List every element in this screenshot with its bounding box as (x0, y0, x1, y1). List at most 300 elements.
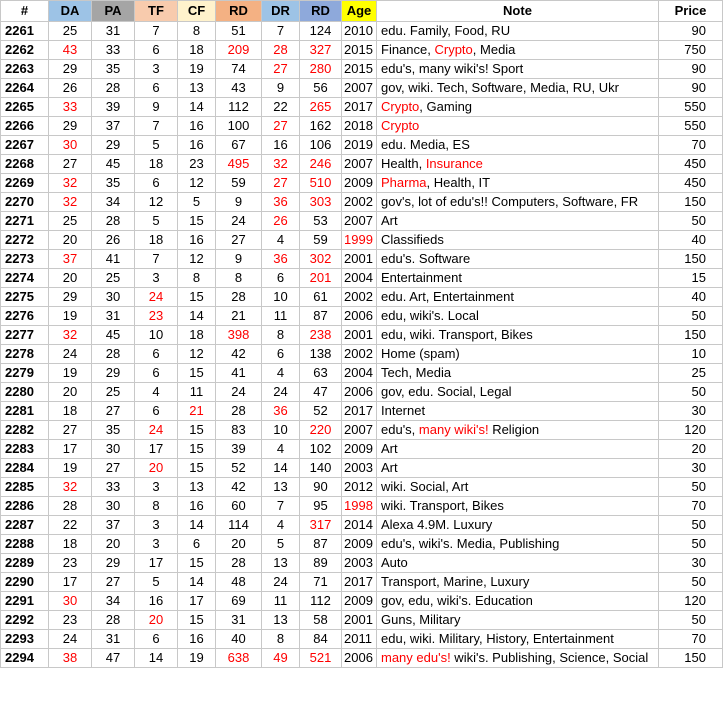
cell-age: 1998 (342, 497, 377, 516)
cell-age: 2009 (342, 440, 377, 459)
cell-age: 2006 (342, 383, 377, 402)
cell-pa: 47 (92, 649, 135, 668)
note-segment: Art (381, 441, 398, 456)
cell-pa: 45 (92, 326, 135, 345)
cell-id: 2291 (1, 592, 49, 611)
cell-price: 30 (659, 554, 723, 573)
cell-age: 2001 (342, 611, 377, 630)
header-rd: RD (216, 1, 262, 22)
cell-price: 10 (659, 345, 723, 364)
table-row (1, 630, 723, 649)
cell-tf: 16 (135, 592, 178, 611)
cell-note (377, 440, 659, 459)
cell-pa: 31 (92, 630, 135, 649)
cell-da: 27 (49, 421, 92, 440)
cell-da: 32 (49, 174, 92, 193)
cell-rd: 495 (216, 155, 262, 174)
cell-tf: 10 (135, 326, 178, 345)
cell-id: 2279 (1, 364, 49, 383)
cell-age: 2002 (342, 345, 377, 364)
cell-rd2: 302 (300, 250, 342, 269)
cell-cf: 11 (178, 383, 216, 402)
cell-rd2: 89 (300, 554, 342, 573)
cell-price: 40 (659, 231, 723, 250)
cell-cf: 21 (178, 402, 216, 421)
cell-cf: 16 (178, 136, 216, 155)
cell-da: 22 (49, 516, 92, 535)
table-row (1, 421, 723, 440)
cell-note (377, 535, 659, 554)
cell-cf: 19 (178, 649, 216, 668)
cell-rd: 48 (216, 573, 262, 592)
cell-dr: 5 (262, 535, 300, 554)
cell-rd2: 106 (300, 136, 342, 155)
cell-pa: 37 (92, 516, 135, 535)
cell-dr: 16 (262, 136, 300, 155)
table-row (1, 402, 723, 421)
note-segment: edu's, wiki's. Media, Publishing (381, 536, 560, 551)
cell-rd2: 220 (300, 421, 342, 440)
note-segment: Crypto (381, 118, 420, 133)
cell-id: 2282 (1, 421, 49, 440)
cell-cf: 6 (178, 535, 216, 554)
table-row (1, 22, 723, 41)
cell-rd: 74 (216, 60, 262, 79)
cell-dr: 4 (262, 364, 300, 383)
cell-da: 23 (49, 611, 92, 630)
cell-tf: 17 (135, 440, 178, 459)
note-segment: edu, wiki. Military, History, Entertainment (381, 631, 614, 646)
cell-id: 2267 (1, 136, 49, 155)
cell-id: 2262 (1, 41, 49, 60)
cell-rd2: 280 (300, 60, 342, 79)
cell-note (377, 60, 659, 79)
cell-price: 90 (659, 22, 723, 41)
cell-rd2: 201 (300, 269, 342, 288)
cell-age: 2015 (342, 41, 377, 60)
header-tf: TF (135, 1, 178, 22)
cell-tf: 24 (135, 288, 178, 307)
note-segment: Home (spam) (381, 346, 460, 361)
note-segment: edu. Media, ES (381, 137, 470, 152)
cell-cf: 14 (178, 516, 216, 535)
cell-age: 2017 (342, 98, 377, 117)
cell-cf: 8 (178, 22, 216, 41)
cell-age: 2017 (342, 402, 377, 421)
cell-note (377, 98, 659, 117)
cell-price: 50 (659, 573, 723, 592)
cell-rd2: 87 (300, 307, 342, 326)
cell-price: 450 (659, 155, 723, 174)
cell-tf: 18 (135, 231, 178, 250)
cell-rd: 21 (216, 307, 262, 326)
table-row (1, 459, 723, 478)
cell-da: 29 (49, 288, 92, 307)
cell-rd: 112 (216, 98, 262, 117)
cell-cf: 15 (178, 288, 216, 307)
cell-cf: 12 (178, 250, 216, 269)
cell-rd2: 521 (300, 649, 342, 668)
note-segment: Guns, Military (381, 612, 461, 627)
table-row (1, 573, 723, 592)
table-row (1, 193, 723, 212)
cell-rd: 43 (216, 79, 262, 98)
cell-price: 70 (659, 497, 723, 516)
cell-pa: 29 (92, 364, 135, 383)
cell-cf: 14 (178, 307, 216, 326)
cell-cf: 16 (178, 630, 216, 649)
cell-tf: 7 (135, 250, 178, 269)
table-row (1, 98, 723, 117)
cell-note (377, 212, 659, 231)
cell-dr: 9 (262, 79, 300, 98)
note-segment: , Media (472, 42, 516, 57)
cell-dr: 13 (262, 611, 300, 630)
cell-note (377, 630, 659, 649)
cell-note (377, 231, 659, 250)
cell-price: 120 (659, 421, 723, 440)
cell-rd: 41 (216, 364, 262, 383)
note-segment: gov, wiki. Tech, Software, Media, RU, Ukr (381, 80, 619, 95)
table-row (1, 174, 723, 193)
note-segment: Alexa 4.9M. Luxury (381, 517, 493, 532)
cell-id: 2266 (1, 117, 49, 136)
cell-da: 26 (49, 79, 92, 98)
cell-age: 2019 (342, 136, 377, 155)
cell-note (377, 497, 659, 516)
cell-cf: 12 (178, 345, 216, 364)
cell-tf: 18 (135, 155, 178, 174)
cell-pa: 33 (92, 41, 135, 60)
cell-age: 2007 (342, 421, 377, 440)
cell-note (377, 193, 659, 212)
cell-id: 2288 (1, 535, 49, 554)
cell-age: 2003 (342, 554, 377, 573)
cell-pa: 20 (92, 535, 135, 554)
cell-pa: 41 (92, 250, 135, 269)
cell-rd: 52 (216, 459, 262, 478)
cell-pa: 35 (92, 174, 135, 193)
note-segment: edu. Art, Entertainment (381, 289, 514, 304)
cell-rd2: 84 (300, 630, 342, 649)
cell-id: 2292 (1, 611, 49, 630)
cell-age: 2018 (342, 117, 377, 136)
cell-pa: 33 (92, 478, 135, 497)
cell-price: 50 (659, 535, 723, 554)
cell-rd: 114 (216, 516, 262, 535)
cell-note (377, 136, 659, 155)
cell-pa: 35 (92, 60, 135, 79)
cell-price: 50 (659, 383, 723, 402)
table-row (1, 41, 723, 60)
cell-pa: 45 (92, 155, 135, 174)
cell-da: 33 (49, 98, 92, 117)
cell-id: 2274 (1, 269, 49, 288)
cell-cf: 15 (178, 212, 216, 231)
cell-tf: 6 (135, 630, 178, 649)
cell-rd: 60 (216, 497, 262, 516)
cell-age: 2007 (342, 155, 377, 174)
cell-rd: 39 (216, 440, 262, 459)
cell-da: 25 (49, 22, 92, 41)
cell-age: 2009 (342, 174, 377, 193)
cell-pa: 29 (92, 136, 135, 155)
table-row (1, 288, 723, 307)
cell-rd: 24 (216, 212, 262, 231)
cell-id: 2268 (1, 155, 49, 174)
header-price: Price (659, 1, 723, 22)
note-segment: Religion (488, 422, 540, 437)
cell-note (377, 22, 659, 41)
note-segment: Transport, Marine, Luxury (381, 574, 530, 589)
cell-dr: 6 (262, 345, 300, 364)
cell-da: 19 (49, 459, 92, 478)
cell-pa: 30 (92, 288, 135, 307)
cell-tf: 7 (135, 117, 178, 136)
cell-rd2: 71 (300, 573, 342, 592)
cell-price: 70 (659, 630, 723, 649)
note-segment: Internet (381, 403, 426, 418)
cell-dr: 27 (262, 174, 300, 193)
cell-da: 38 (49, 649, 92, 668)
cell-rd2: 95 (300, 497, 342, 516)
cell-note (377, 250, 659, 269)
cell-note (377, 402, 659, 421)
cell-dr: 13 (262, 478, 300, 497)
cell-cf: 16 (178, 231, 216, 250)
cell-id: 2273 (1, 250, 49, 269)
table-row (1, 117, 723, 136)
cell-pa: 30 (92, 497, 135, 516)
cell-rd: 8 (216, 269, 262, 288)
cell-rd2: 59 (300, 231, 342, 250)
cell-price: 550 (659, 98, 723, 117)
cell-price: 30 (659, 402, 723, 421)
table-row (1, 516, 723, 535)
header-dr: DR (262, 1, 300, 22)
note-segment: edu's. Software (381, 251, 471, 266)
cell-dr: 36 (262, 250, 300, 269)
cell-pa: 27 (92, 459, 135, 478)
header-cf: CF (178, 1, 216, 22)
cell-da: 18 (49, 535, 92, 554)
note-segment: , Health, IT (426, 175, 491, 190)
cell-rd2: 90 (300, 478, 342, 497)
header-pa: PA (92, 1, 135, 22)
table-row (1, 497, 723, 516)
note-segment: gov, edu, wiki's. Education (381, 593, 533, 608)
table-row (1, 383, 723, 402)
cell-rd2: 63 (300, 364, 342, 383)
cell-rd2: 238 (300, 326, 342, 345)
table-row (1, 326, 723, 345)
cell-rd2: 317 (300, 516, 342, 535)
cell-age: 2002 (342, 288, 377, 307)
cell-id: 2283 (1, 440, 49, 459)
cell-dr: 36 (262, 402, 300, 421)
cell-da: 32 (49, 193, 92, 212)
cell-tf: 20 (135, 459, 178, 478)
cell-da: 32 (49, 326, 92, 345)
cell-rd: 31 (216, 611, 262, 630)
table-row (1, 345, 723, 364)
cell-age: 2003 (342, 459, 377, 478)
note-segment: edu's, many wiki's! Sport (381, 61, 524, 76)
cell-id: 2275 (1, 288, 49, 307)
cell-id: 2278 (1, 345, 49, 364)
cell-price: 450 (659, 174, 723, 193)
cell-da: 30 (49, 136, 92, 155)
cell-note (377, 79, 659, 98)
note-segment: , Gaming (419, 99, 473, 114)
cell-age: 2002 (342, 193, 377, 212)
cell-cf: 15 (178, 421, 216, 440)
cell-id: 2285 (1, 478, 49, 497)
table-row (1, 478, 723, 497)
cell-tf: 7 (135, 22, 178, 41)
cell-da: 37 (49, 250, 92, 269)
cell-tf: 6 (135, 174, 178, 193)
cell-cf: 16 (178, 117, 216, 136)
cell-cf: 15 (178, 554, 216, 573)
cell-tf: 5 (135, 136, 178, 155)
cell-rd: 209 (216, 41, 262, 60)
cell-da: 30 (49, 592, 92, 611)
note-segment: edu's, (381, 422, 419, 437)
cell-rd2: 56 (300, 79, 342, 98)
cell-price: 150 (659, 250, 723, 269)
cell-dr: 8 (262, 326, 300, 345)
cell-id: 2287 (1, 516, 49, 535)
table-row (1, 269, 723, 288)
note-segment: Art (381, 460, 398, 475)
cell-rd2: 265 (300, 98, 342, 117)
cell-dr: 36 (262, 193, 300, 212)
cell-dr: 8 (262, 630, 300, 649)
cell-dr: 4 (262, 440, 300, 459)
cell-rd2: 102 (300, 440, 342, 459)
cell-dr: 49 (262, 649, 300, 668)
cell-rd: 20 (216, 535, 262, 554)
cell-age: 2015 (342, 60, 377, 79)
cell-age: 2006 (342, 307, 377, 326)
cell-age: 2001 (342, 326, 377, 345)
cell-cf: 15 (178, 611, 216, 630)
cell-dr: 4 (262, 516, 300, 535)
cell-price: 50 (659, 307, 723, 326)
note-segment: edu. Family, Food, RU (381, 23, 511, 38)
cell-dr: 7 (262, 497, 300, 516)
cell-price: 550 (659, 117, 723, 136)
cell-rd: 28 (216, 402, 262, 421)
cell-tf: 12 (135, 193, 178, 212)
cell-id: 2272 (1, 231, 49, 250)
cell-cf: 8 (178, 269, 216, 288)
note-segment: Entertainment (381, 270, 462, 285)
cell-price: 150 (659, 326, 723, 345)
cell-price: 25 (659, 364, 723, 383)
cell-tf: 9 (135, 98, 178, 117)
cell-note (377, 421, 659, 440)
cell-cf: 23 (178, 155, 216, 174)
cell-note (377, 41, 659, 60)
cell-dr: 7 (262, 22, 300, 41)
cell-da: 28 (49, 497, 92, 516)
cell-pa: 35 (92, 421, 135, 440)
cell-tf: 3 (135, 60, 178, 79)
cell-rd2: 53 (300, 212, 342, 231)
cell-price: 20 (659, 440, 723, 459)
cell-da: 23 (49, 554, 92, 573)
note-segment: edu, wiki. Transport, Bikes (381, 327, 533, 342)
cell-rd: 9 (216, 250, 262, 269)
cell-rd: 42 (216, 345, 262, 364)
cell-id: 2280 (1, 383, 49, 402)
cell-da: 24 (49, 345, 92, 364)
cell-cf: 13 (178, 79, 216, 98)
cell-rd2: 112 (300, 592, 342, 611)
cell-id: 2265 (1, 98, 49, 117)
cell-age: 2004 (342, 269, 377, 288)
cell-age: 1999 (342, 231, 377, 250)
cell-pa: 39 (92, 98, 135, 117)
note-segment: Auto (381, 555, 408, 570)
cell-pa: 28 (92, 345, 135, 364)
cell-tf: 3 (135, 478, 178, 497)
cell-age: 2004 (342, 364, 377, 383)
note-segment: wiki's. Publishing, Science, Social (450, 650, 649, 665)
cell-da: 20 (49, 231, 92, 250)
cell-id: 2290 (1, 573, 49, 592)
cell-note (377, 155, 659, 174)
note-segment: Crypto (434, 42, 473, 57)
cell-id: 2281 (1, 402, 49, 421)
cell-rd: 24 (216, 383, 262, 402)
cell-rd: 9 (216, 193, 262, 212)
cell-tf: 5 (135, 212, 178, 231)
cell-id: 2271 (1, 212, 49, 231)
cell-rd: 28 (216, 554, 262, 573)
cell-dr: 10 (262, 421, 300, 440)
cell-note (377, 649, 659, 668)
cell-dr: 32 (262, 155, 300, 174)
table-row (1, 611, 723, 630)
cell-pa: 28 (92, 79, 135, 98)
cell-note (377, 383, 659, 402)
cell-rd2: 510 (300, 174, 342, 193)
header-note: Note (377, 1, 659, 22)
cell-pa: 27 (92, 402, 135, 421)
cell-dr: 22 (262, 98, 300, 117)
cell-rd: 51 (216, 22, 262, 41)
cell-dr: 10 (262, 288, 300, 307)
cell-da: 17 (49, 573, 92, 592)
table-row (1, 592, 723, 611)
cell-pa: 34 (92, 592, 135, 611)
note-segment: Insurance (425, 156, 483, 171)
cell-tf: 8 (135, 497, 178, 516)
cell-tf: 23 (135, 307, 178, 326)
table-row (1, 364, 723, 383)
cell-rd2: 61 (300, 288, 342, 307)
header-rd-2: RD (300, 1, 342, 22)
table-row (1, 535, 723, 554)
header-row (1, 1, 723, 22)
cell-rd: 398 (216, 326, 262, 345)
cell-age: 2012 (342, 478, 377, 497)
cell-dr: 26 (262, 212, 300, 231)
cell-id: 2289 (1, 554, 49, 573)
